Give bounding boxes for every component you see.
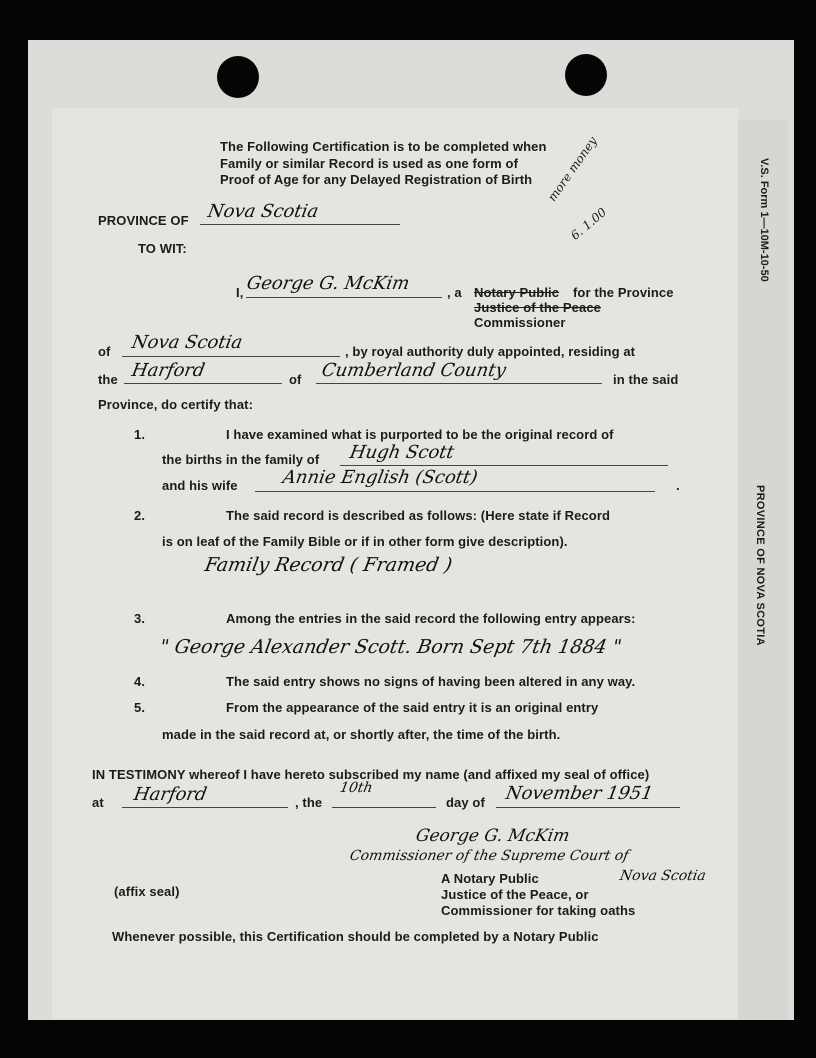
county-line [316,383,602,384]
testimony-text: IN TESTIMONY whereof I have hereto subscribed my name (and affixed my seal of office) [92,767,650,782]
record-description: Family Record ( Framed ) [203,554,454,576]
province-value: Nova Scotia [206,201,321,222]
testimony-place: Harford [132,784,209,805]
appointed-text: , by royal authority duly appointed, residing at [345,344,636,359]
option-justice-struck: Justice of the Peace [474,300,601,315]
at-label: at [92,795,104,810]
signature-name: George G. McKim [414,826,572,846]
mother-name: Annie English (Scott) [281,467,480,488]
the-label: the [98,372,118,387]
item-1-number: 1. [134,427,146,442]
province-line [200,224,400,225]
day-line [332,807,436,808]
testimony-month-year: November 1951 [504,783,655,804]
item-1-text-2: the births in the family of [162,452,320,467]
item-5-number: 5. [134,700,146,715]
mother-line [255,491,655,492]
testimony-day: 10th [338,780,374,796]
the-day-label: , the [295,795,323,810]
side-province-label: PROVINCE OF NOVA SCOTIA [754,485,766,646]
official-name: George G. McKim [245,273,412,294]
margin-note-1: more money [545,134,600,205]
item-1-period: . [676,478,680,493]
to-wit: TO WIT: [138,241,187,256]
town-line [124,383,282,384]
item-1-text-3: and his wife [162,478,238,493]
punch-hole [217,56,259,98]
form-number: V.S. Form 1—10M-10-50 [758,158,770,282]
item-4-text: The said entry shows no signs of having been altered in any way. [226,674,636,689]
signer-option-justice: Justice of the Peace, or [441,887,589,902]
for-province: for the Province [573,285,674,300]
signature-title-2: Nova Scotia [618,868,708,884]
county-value: Cumberland County [320,360,508,381]
affix-seal: (affix seal) [114,884,180,899]
certify-text: Province, do certify that: [98,397,254,412]
item-3-number: 3. [134,611,146,626]
item-5-text-2: made in the said record at, or shortly after, the time of the birth. [162,727,561,742]
margin-note-2: 6. 1.00 [568,205,610,243]
item-2-text-2: is on leaf of the Family Bible or if in other form give description). [162,534,568,549]
town-value: Harford [130,360,207,381]
signer-option-notary: A Notary Public [441,871,539,886]
header-line-2: Family or similar Record is used as one form of [220,156,519,171]
footer-note: Whenever possible, this Certification should be completed by a Notary Public [112,929,599,944]
province-label: PROVINCE OF [98,213,189,228]
signature-title-1: Commissioner of the Supreme Court of [348,848,630,864]
in-said: in the said [613,372,679,387]
of-value: Nova Scotia [130,332,245,353]
signer-option-commissioner: Commissioner for taking oaths [441,903,636,918]
official-prefix: I, [236,285,244,300]
place-line [122,807,288,808]
option-commissioner: Commissioner [474,315,566,330]
of2-label: of [289,372,302,387]
father-line [340,465,668,466]
of-line [122,356,340,357]
option-notary-struck: Notary Public [474,285,560,300]
birth-entry: " George Alexander Scott. Born Sept 7th 1884 " [158,636,624,658]
father-name: Hugh Scott [348,442,456,463]
item-3-text-1: Among the entries in the said record the following entry appears: [226,611,636,626]
official-article: , a [447,285,462,300]
item-1-text-1: I have examined what is purported to be the original record of [226,427,614,442]
item-5-text-1: From the appearance of the said entry it is an original entry [226,700,599,715]
official-line [246,297,442,298]
of-label: of [98,344,111,359]
day-of-label: day of [446,795,485,810]
item-2-number: 2. [134,508,146,523]
month-line [496,807,680,808]
header-line-3: Proof of Age for any Delayed Registration of Birth [220,172,533,187]
header-line-1: The Following Certification is to be completed when [220,139,547,154]
item-2-text-1: The said record is described as follows: (Here state if Record [226,508,611,523]
item-4-number: 4. [134,674,146,689]
punch-hole [565,54,607,96]
